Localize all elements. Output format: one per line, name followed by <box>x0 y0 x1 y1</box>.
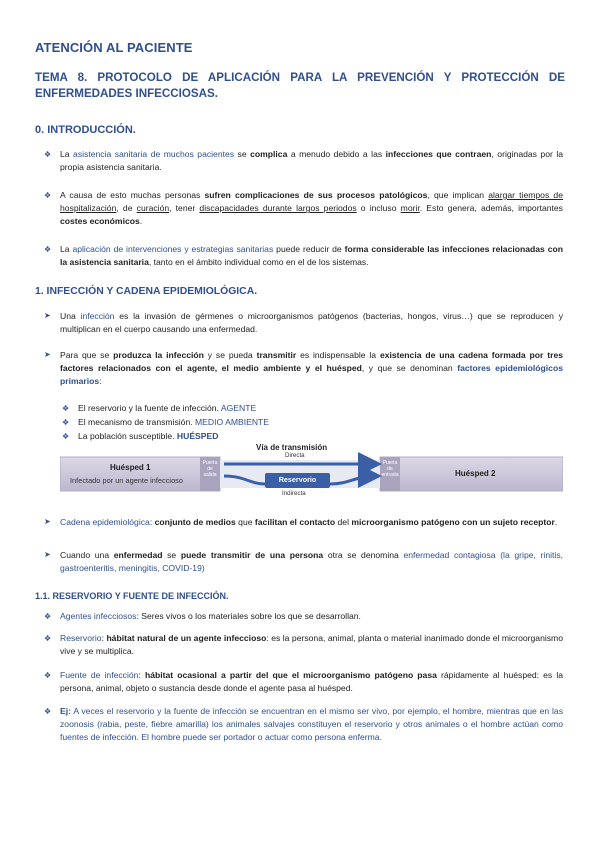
factor-environment: El mecanismo de transmisión. MEDIO AMBIENTE <box>78 417 270 427</box>
factor-host: La población susceptible. HUÉSPED <box>78 431 219 441</box>
transmission-diagram <box>60 440 563 505</box>
chain-requirements: Para que se produzca la infección y se pueda transmitir es indispensable la existencia de una cadena formada por tres factores relacionados con el agente, el medio ambiente y el huésped, y que se denominan factores epidemiológicos primarios: <box>60 350 564 387</box>
arrow-bullet-icon: ➤ <box>44 550 51 559</box>
intro-paragraph-1: La asistencia sanitaria de muchos pacientes se complica a menudo debido a las infecciones que contraen, originadas por la propia asistencia sanitaria. <box>60 149 564 173</box>
host1-subtitle: Infectado por un agente infeccioso <box>70 476 183 485</box>
infection-source-definition: Fuente de infección: hábitat ocasional a partir del que el microorganismo patógeno pasa rápidamente al huésped: es la persona, animal, objeto o sustancia desde donde el agente pasa al huésped. <box>60 670 564 694</box>
infection-definition: Una infección es la invasión de gérmenes o microorganismos patógenos (bacterias, hongos, virus…) que se reproducen y multiplican en el cuerpo causando una enfermedad. <box>60 311 564 335</box>
example-paragraph: Ej: A veces el reservorio y la fuente de infección se encuentran en el mismo ser vivo, por ejemplo, el hombre, mientras que en las zoonosis (rabia, peste, fiebre amarilla) los animales salvajes constituyen el reservorio y otros animales o el hombre actúan como fuentes de infección. El hombre puede ser portador o actuar como persona enferma. <box>60 706 563 743</box>
intro-paragraph-2: A causa de esto muchas personas sufren complicaciones de sus procesos patológicos, que implican alargar tiempos de hospitalización, de curación, tener discapacidades durante largos periodos o incluso morir. Esto genera, además, importantes costes económicos. <box>60 190 563 227</box>
document-title: ATENCIÓN AL PACIENTE <box>35 40 193 55</box>
route-title: Vía de transmisión <box>256 443 328 452</box>
factor-agent: El reservorio y la fuente de infección. AGENTE <box>78 403 257 413</box>
diamond-bullet-icon: ❖ <box>62 432 70 441</box>
exit-gate-label: Puerta de salida <box>202 460 218 478</box>
chain-definition: Cadena epidemiológica: conjunto de medios que facilitan el contacto del microorganismo patógeno con un sujeto receptor. <box>60 517 558 527</box>
reservoir-definition: Reservorio: hábitat natural de un agente infeccioso: es la persona, animal, planta o material inanimado donde el microorganismo vive y se multiplica. <box>60 633 563 657</box>
direct-label: Directa <box>285 452 305 459</box>
host2-title: Huésped 2 <box>455 469 496 478</box>
diamond-bullet-icon: ❖ <box>44 245 52 254</box>
arrow-bullet-icon: ➤ <box>44 311 51 320</box>
section-1-heading: 1. INFECCIÓN Y CADENA EPIDEMIOLÓGICA. <box>35 286 258 297</box>
diamond-bullet-icon: ❖ <box>62 418 70 427</box>
topic-title: TEMA 8. PROTOCOLO DE APLICACIÓN PARA LA PREVENCIÓN Y PROTECCIÓN DE ENFERMEDADES INFECCIOSAS. <box>35 71 565 100</box>
section-0-heading: 0. INTRODUCCIÓN. <box>35 124 136 136</box>
entry-gate-label: Puerta de entrada <box>381 460 399 478</box>
diamond-bullet-icon: ❖ <box>62 404 70 413</box>
host1-title: Huésped 1 <box>110 463 151 472</box>
reservoir-label: Reservorio <box>278 475 317 484</box>
diamond-bullet-icon: ❖ <box>44 671 52 680</box>
diamond-bullet-icon: ❖ <box>44 191 52 200</box>
arrow-bullet-icon: ➤ <box>44 517 51 526</box>
infectious-agents: Agentes infecciosos: Seres vivos o los materiales sobre los que se desarrollan. <box>60 611 361 621</box>
arrow-bullet-icon: ➤ <box>44 350 51 359</box>
indirect-label: Indirecta <box>282 490 306 497</box>
intro-paragraph-3: La aplicación de intervenciones y estrategias sanitarias puede reducir de forma considerable las infecciones relacionadas con la asistencia sanitaria, tanto en el ámbito individual como en el de los sistemas. <box>60 244 564 268</box>
diamond-bullet-icon: ❖ <box>44 707 52 716</box>
diamond-bullet-icon: ❖ <box>44 634 52 643</box>
section-1-1-heading: 1.1. RESERVORIO Y FUENTE DE INFECCIÓN. <box>35 591 229 601</box>
diamond-bullet-icon: ❖ <box>44 612 52 621</box>
contagious-definition: Cuando una enfermedad se puede transmitir de una persona otra se denomina enfermedad contagiosa (la gripe, rinitis, gastroenteritis, meningitis, COVID-19) <box>60 550 563 574</box>
diamond-bullet-icon: ❖ <box>44 150 52 159</box>
